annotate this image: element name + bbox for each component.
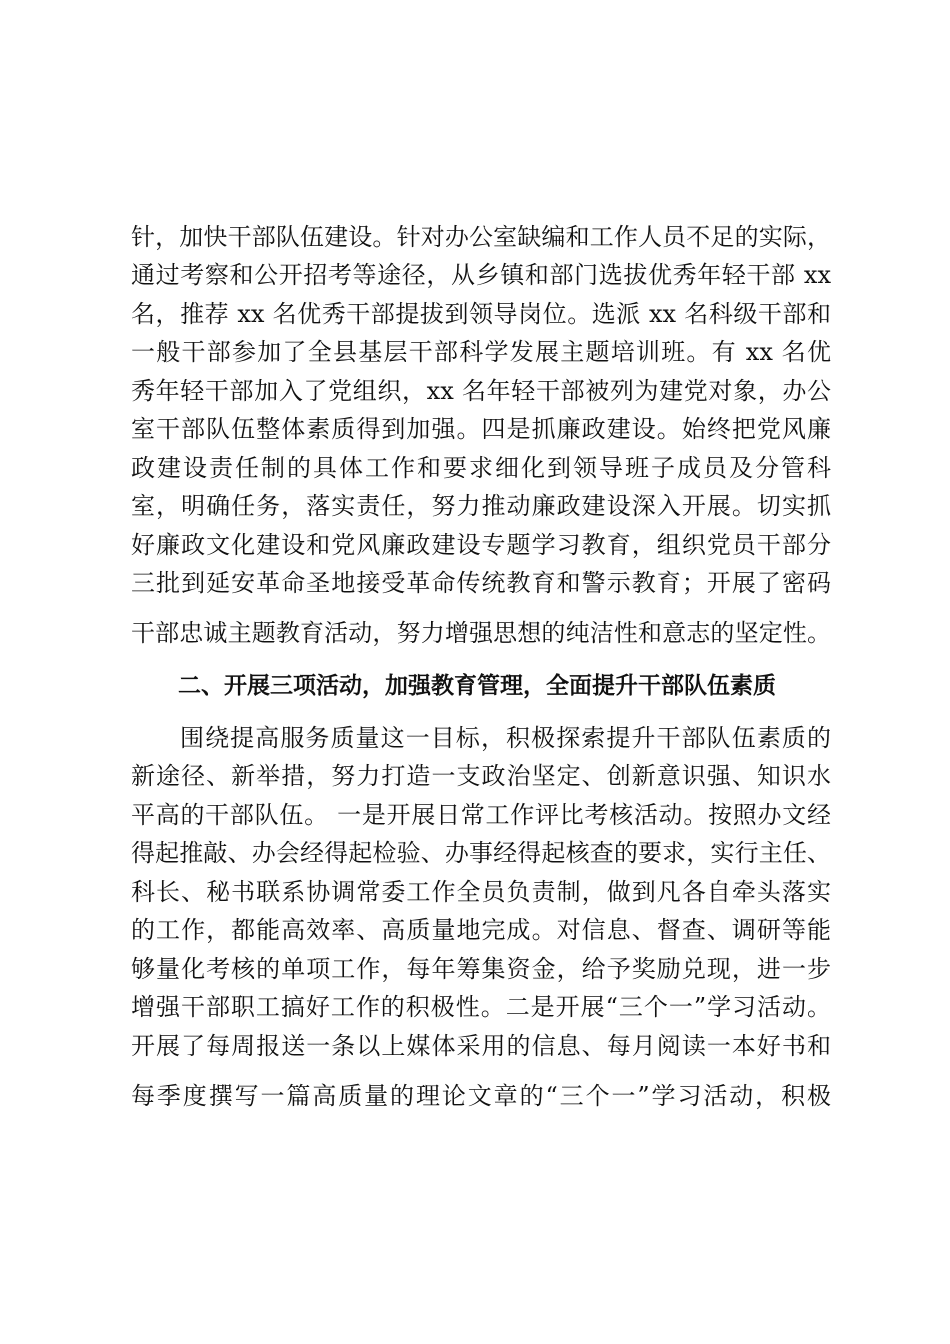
paragraph-line: 每季度撰写一篇高质量的理论文章的“三个一”学习活动，积极 bbox=[131, 1082, 831, 1110]
paragraph-line: 针，加快干部队伍建设。针对办公室缺编和工作人员不足的实际， bbox=[131, 223, 831, 251]
paragraph-line: 干部忠诚主题教育活动，努力增强思想的纯洁性和意志的坚定性。 bbox=[131, 619, 831, 647]
paragraph-line: 好廉政文化建设和党风廉政建设专题学习教育，组织党员干部分 bbox=[131, 531, 831, 559]
paragraph-line: 政建设责任制的具体工作和要求细化到领导班子成员及分管科 bbox=[131, 454, 831, 482]
paragraph-line: 一般干部参加了全县基层干部科学发展主题培训班。有 xx 名优 bbox=[131, 338, 831, 366]
paragraph-line: 开展了每周报送一条以上媒体采用的信息、每月阅读一本好书和 bbox=[131, 1032, 831, 1060]
paragraph-line: 新途径、新举措，努力打造一支政治坚定、创新意识强、知识水 bbox=[131, 762, 831, 790]
paragraph-line: 围绕提高服务质量这一目标，积极探索提升干部队伍素质的 bbox=[180, 724, 831, 752]
paragraph-line: 室干部队伍整体素质得到加强。四是抓廉政建设。始终把党风廉 bbox=[131, 415, 831, 443]
paragraph-line: 够量化考核的单项工作，每年筹集资金，给予奖励兑现，进一步 bbox=[131, 955, 831, 983]
paragraph-line: 秀年轻干部加入了党组织，xx 名年轻干部被列为建党对象，办公 bbox=[131, 377, 831, 405]
paragraph-line: 通过考察和公开招考等途径，从乡镇和部门选拔优秀年轻干部 xx bbox=[131, 261, 831, 289]
section-heading: 二、开展三项活动，加强教育管理，全面提升干部队伍素质 bbox=[178, 673, 776, 699]
paragraph-line: 三批到延安革命圣地接受革命传统教育和警示教育；开展了密码 bbox=[131, 569, 831, 597]
paragraph-line: 平高的干部队伍。 一是开展日常工作评比考核活动。按照办文经 bbox=[131, 801, 831, 829]
paragraph-line: 得起推敲、办会经得起检验、办事经得起核查的要求，实行主任、 bbox=[131, 839, 831, 867]
paragraph-line: 科长、秘书联系协调常委工作全员负责制，做到凡各自牵头落实 bbox=[131, 878, 831, 906]
paragraph-line: 的工作，都能高效率、高质量地完成。对信息、督查、调研等能 bbox=[131, 916, 831, 944]
paragraph-line: 名，推荐 xx 名优秀干部提拔到领导岗位。选派 xx 名科级干部和 bbox=[131, 300, 831, 328]
paragraph-line: 增强干部职工搞好工作的积极性。二是开展“三个一”学习活动。 bbox=[131, 993, 831, 1021]
paragraph-line: 室，明确任务，落实责任，努力推动廉政建设深入开展。切实抓 bbox=[131, 492, 831, 520]
